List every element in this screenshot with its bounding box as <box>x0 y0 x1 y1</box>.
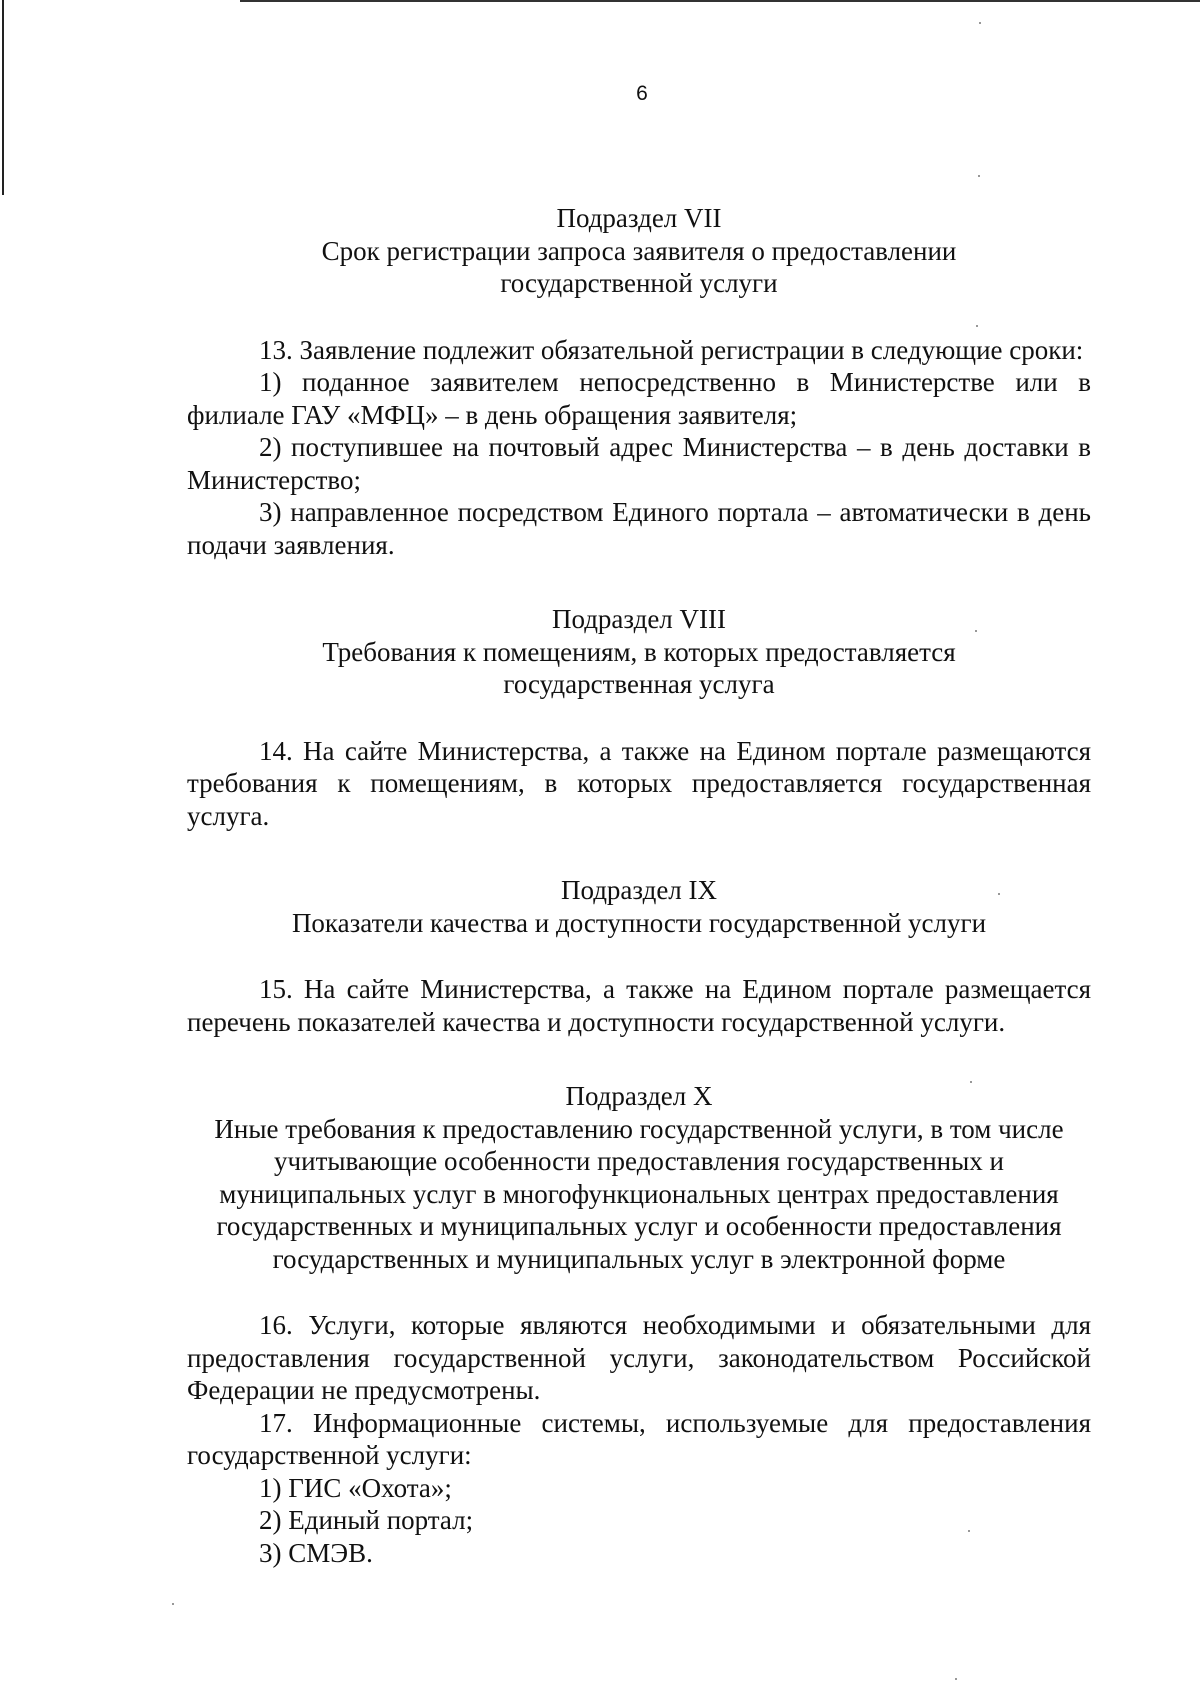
section-title-line: Срок регистрации запроса заявителя о предоставлении <box>321 235 957 266</box>
paragraph-16: 16. Услуги, которые являются необходимыми и обязательными для предоставления государственной услуги, законодательством Российской Федерации не предусмотрены. <box>187 1310 1091 1405</box>
section-label: Подраздел X <box>565 1081 713 1111</box>
section-title-line: Иные требования к предоставлению государственной услуги, в том числе <box>214 1113 1064 1144</box>
section-title-line: Показатели качества и доступности государственной услуги <box>291 907 987 938</box>
section-heading-ix <box>187 874 1091 939</box>
section-title-line: учитывающие особенности предоставления государственных и <box>274 1146 1004 1176</box>
scan-speck <box>978 175 980 177</box>
document-body <box>187 202 1091 1569</box>
list-item: 2) Единый портал; <box>259 1505 474 1535</box>
paragraph-13-item-1: 1) поданное заявителем непосредственно в Министерстве или в филиале ГАУ «МФЦ» – в день обращения заявителя; <box>187 367 1091 430</box>
paragraph-17: 17. Информационные системы, используемые для предоставления государственной услуги: <box>187 1407 1091 1470</box>
scan-edge-top <box>240 0 1200 2</box>
section-heading-x <box>187 1080 1091 1275</box>
section-label: Подраздел IX <box>560 875 718 905</box>
section-label: Подраздел VIII <box>551 604 727 634</box>
section-title-line: Требования к помещениям, в которых предоставляется <box>322 636 956 667</box>
paragraph-15: 15. На сайте Министерства, а также на Едином портале размещается перечень показателей качества и доступности государственной услуги. <box>187 974 1091 1037</box>
page-number: 6 <box>636 82 648 105</box>
scan-speck <box>172 1603 174 1605</box>
section-title-line: муниципальных услуг в многофункциональных центрах предоставления <box>219 1178 1059 1209</box>
list-item: 3) СМЭВ. <box>259 1537 373 1568</box>
section-title-line: государственной услуги <box>500 268 778 298</box>
section-title-line: государственная услуга <box>503 669 775 699</box>
list-item: 1) ГИС «Охота»; <box>259 1472 452 1503</box>
section-heading-viii <box>187 603 1091 701</box>
paragraph-13-item-3: 3) направленное посредством Единого портала – автоматически в день подачи заявления. <box>187 497 1091 560</box>
paragraph-13: 13. Заявление подлежит обязательной регистрации в следующие сроки: <box>259 334 1084 365</box>
scan-speck <box>979 22 981 24</box>
section-title-line: государственных и муниципальных услуг и особенности предоставления <box>216 1211 1062 1241</box>
information-systems-list <box>187 1472 1091 1570</box>
section-title-line: государственных и муниципальных услуг в электронной форме <box>272 1243 1006 1274</box>
scan-speck <box>955 1678 957 1680</box>
section-label: Подраздел VII <box>556 203 722 233</box>
paragraph-14: 14. На сайте Министерства, а также на Едином портале размещаются требования к помещениям, в которых предоставляется государственная услуга. <box>187 735 1091 831</box>
paragraph-13-item-2: 2) поступившее на почтовый адрес Министерства – в день доставки в Министерство; <box>187 432 1091 495</box>
section-heading-vii <box>187 202 1091 300</box>
